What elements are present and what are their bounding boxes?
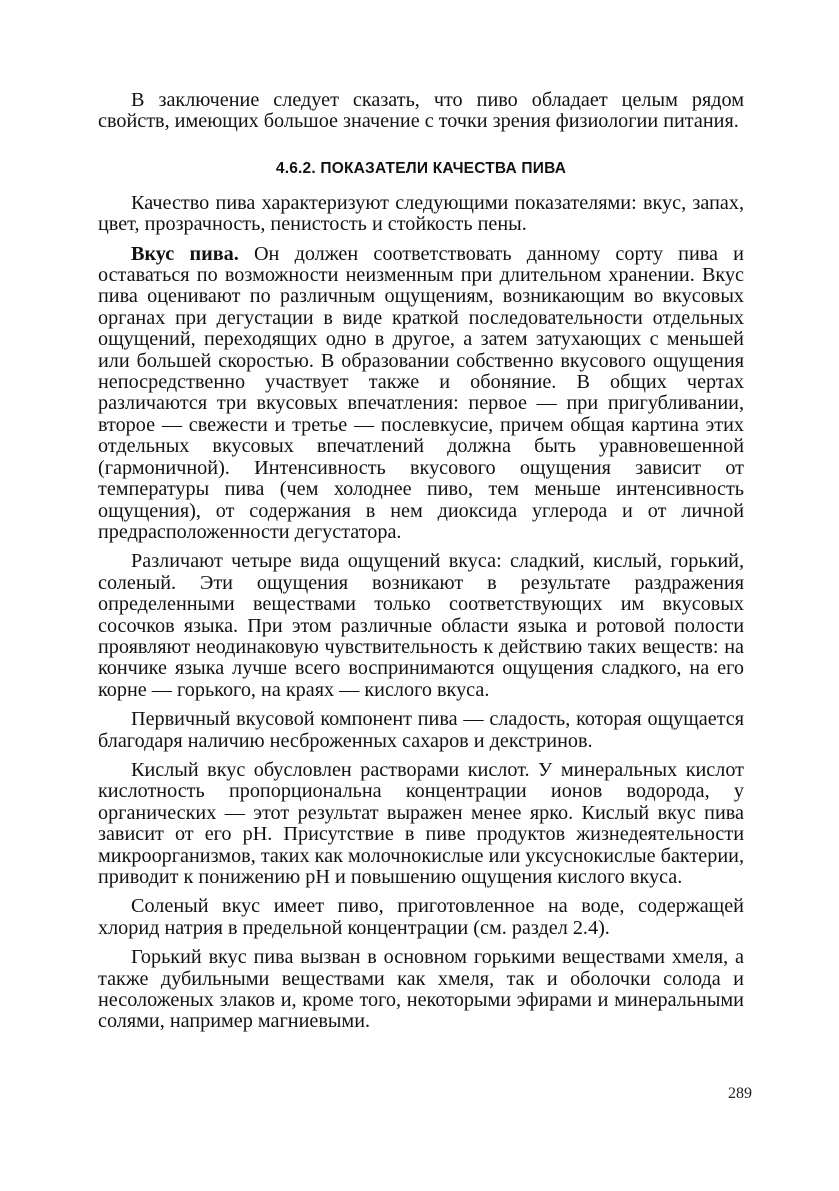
paragraph-bitter-taste: Горький вкус пива вызван в основном горькими веществами хмеля, а также дубильными веществами как хмеля, так и оболочки солода и несоложеных злаков и, кроме того, некоторыми эфирами и минеральными солями, например магниевыми. bbox=[98, 946, 744, 1033]
paragraph-quality-indicators: Качество пива характеризуют следующими показателями: вкус, запах, цвет, прозрачность, пенистость и стойкость пены. bbox=[98, 191, 744, 236]
paragraph-salty-taste: Соленый вкус имеет пиво, приготовленное на воде, содержащей хлорид натрия в предельной концентрации (см. раздел 2.4). bbox=[98, 895, 744, 939]
paragraph-sweetness: Первичный вкусовой компонент пива — сладость, которая ощущается благодаря наличию несброженных сахаров и декстринов. bbox=[98, 708, 744, 752]
document-page bbox=[98, 90, 744, 1041]
paragraph-beer-taste bbox=[98, 244, 744, 544]
paragraph-taste-types: Различают четыре вида ощущений вкуса: сладкий, кислый, горький, соленый. Эти ощущения возникают в результате раздражения определенными веществами только соответствующих им вкусовых сосочков языка. При этом различные области языка и ротовой полости проявляют неодинаковую чувствительность к действию таких веществ: на кончике языка лучше всего воспринимаются ощущения сладкого, на его корне — горького, на краях — кислого вкуса. bbox=[98, 550, 744, 701]
paragraph-beer-taste-text: Он должен соответствовать данному сорту пива и оставаться по возможности неизменным при длительном хранении. Вкус пива оценивают по различным ощущениям, возникающим во вкусовых органах при дегустации в виде краткой последовательности отдельных ощущений, переходящих одно в другое, а затем затухающих с меньшей или большей скоростью. В образовании собственно вкусового ощущения непосредственно участвует также и обоняние. В общих чертах различаются три вкусовых впечатления: первое — при пригубливании, второе — свежести и третье — послевкусие, причем общая картина этих отдельных вкусовых впечатлений должна быть уравновешенной (гармоничной). Интенсивность вкусового ощущения зависит от температуры пива (чем холоднее пиво, тем меньше интенсивность ощущения), от содержания в нем диоксида углерода и от личной предрасположенности дегустатора. bbox=[98, 242, 744, 543]
paragraph-sour-taste: Кислый вкус обусловлен растворами кислот. У минеральных кислот кислотность пропорциональна концентрации ионов водорода, у органических — этот результат выражен менее ярко. Кислый вкус пива зависит от его pH. Присутствие в пиве продуктов жизнедеятельности микроорганизмов, таких как молочнокислые или уксуснокислые бактерии, приводит к понижению pH и повышению ощущения кислого вкуса. bbox=[98, 758, 744, 888]
intro-paragraph: В заключение следует сказать, что пиво обладает целым рядом свойств, имеющих большое значение с точки зрения физиологии питания. bbox=[98, 89, 744, 133]
page-number: 289 bbox=[728, 1085, 752, 1102]
section-heading: 4.6.2. ПОКАЗАТЕЛИ КАЧЕСТВА ПИВА bbox=[275, 159, 567, 177]
runin-heading-beer-taste: Вкус пива. bbox=[131, 242, 239, 265]
